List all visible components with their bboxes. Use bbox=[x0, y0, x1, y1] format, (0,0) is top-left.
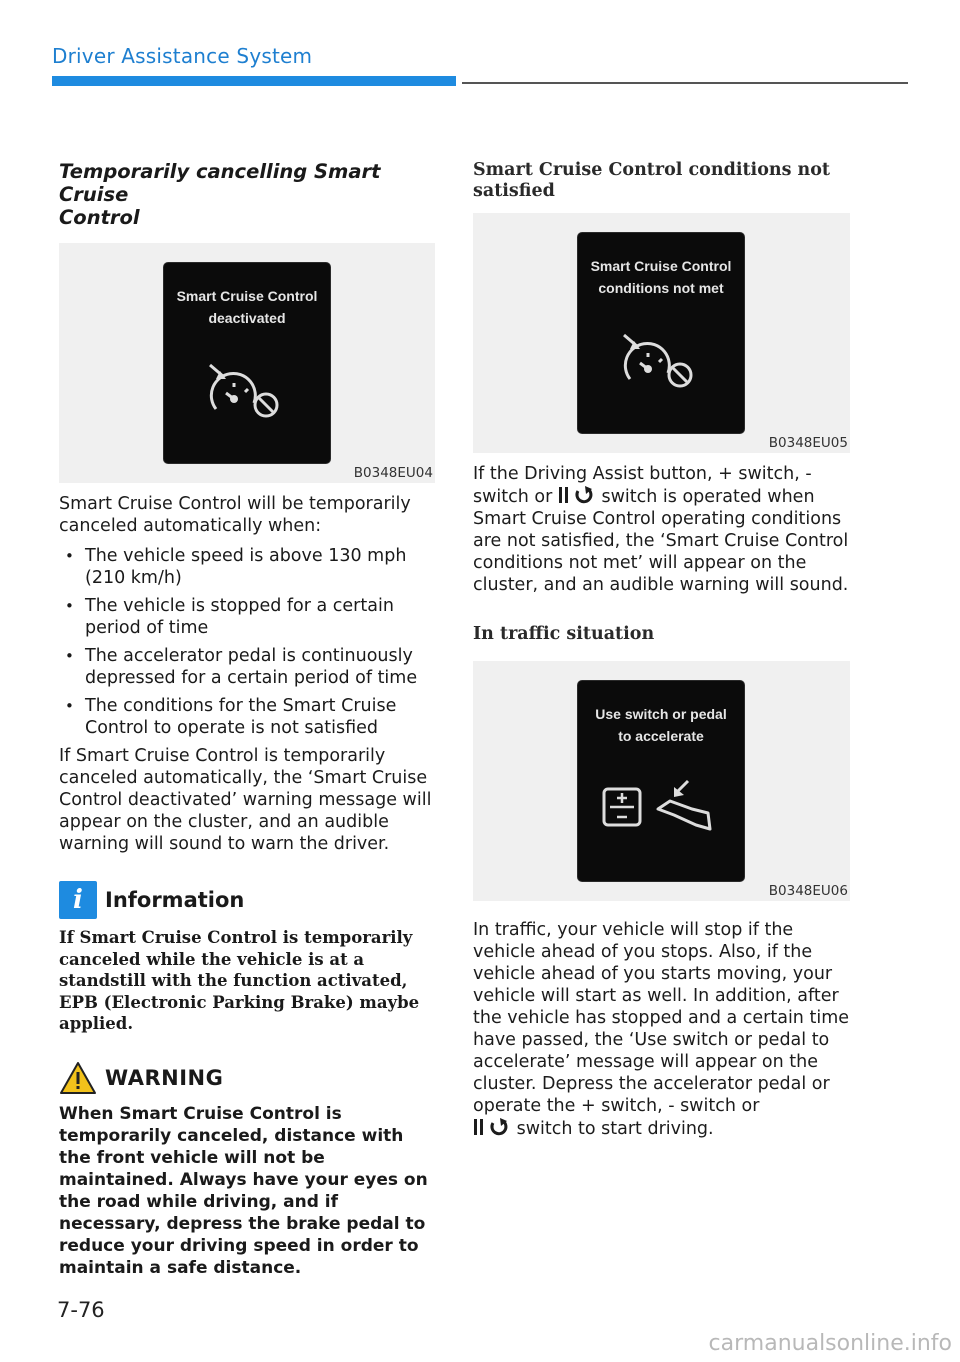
subheading: In traffic situation bbox=[473, 624, 655, 644]
deactivated-paragraph: If Smart Cruise Control is temporarily canceled automatically, the ‘Smart Cruise Control deactivated’ warning message will appear on the cluster, and an audible warning will sound to warn the driver. bbox=[59, 746, 432, 854]
right-column bbox=[473, 160, 850, 1140]
traffic-paragraph: In traffic, your vehicle will stop if the vehicle ahead of you stops. Also, if the vehicle ahead of you starts moving, your vehicle will start as well. In addition, after the vehicle has stopped and a certain time have passed, the ‘Use switch or pedal to accelerate’ message will appear on the cluster. Depress the accelerator pedal or operate the + switch, - switch or switch to start driving. bbox=[473, 920, 850, 1139]
header-bar-divider bbox=[462, 82, 908, 84]
figure-deactivated bbox=[59, 243, 435, 483]
header-bar-accent bbox=[52, 76, 456, 86]
cluster-message: Smart Cruise Control deactivated bbox=[176, 288, 318, 326]
cruise-gauge-icon bbox=[202, 359, 292, 423]
figure-code: B0348EU05 bbox=[768, 435, 848, 451]
warning-box bbox=[59, 1061, 435, 1279]
cruise-gauge-icon bbox=[616, 329, 706, 393]
list-item: • The accelerator pedal is continuously depressed for a certain period of time bbox=[59, 645, 435, 689]
figure-conditions-not-met bbox=[473, 213, 850, 453]
pause-resume-symbol-icon bbox=[558, 485, 596, 505]
list-item: • The vehicle speed is above 130 mph (210 km/h) bbox=[59, 545, 435, 589]
watermark-link[interactable]: carmanualsonline.info bbox=[708, 1331, 952, 1356]
intro-text: Smart Cruise Control will be temporarily canceled automatically when: bbox=[59, 494, 411, 536]
list-item: • The conditions for the Smart Cruise Control to operate is not satisfied bbox=[59, 695, 435, 739]
figure-use-switch-or-pedal bbox=[473, 661, 850, 901]
info-icon: i bbox=[59, 881, 97, 919]
information-title: Information bbox=[105, 888, 245, 912]
information-box bbox=[59, 881, 435, 1035]
cluster-screen bbox=[578, 233, 744, 433]
figure-code: B0348EU06 bbox=[768, 883, 848, 899]
condition-list bbox=[59, 545, 435, 739]
warning-body: When Smart Cruise Control is temporarily canceled, distance with the front vehicle will not be maintained. Always have your eyes on the road while driving, and if necessary, depress the brake pedal to reduce your driving speed in order to maintain a safe distance. bbox=[59, 1103, 428, 1278]
warning-triangle-icon bbox=[59, 1061, 97, 1095]
figure-code: B0348EU04 bbox=[353, 465, 433, 481]
header-title: Driver Assistance System bbox=[52, 44, 313, 68]
page-number: 7-76 bbox=[57, 1298, 105, 1322]
information-body: If Smart Cruise Control is temporarily canceled while the vehicle is at a standstill with the function activated, EPB (Electronic Parking Brake) maybe applied. bbox=[59, 928, 420, 1033]
cluster-message: Smart Cruise Control conditions not met bbox=[590, 258, 732, 296]
section-heading: Temporarily cancelling Smart Cruise Control bbox=[59, 160, 381, 229]
cluster-message: Use switch or pedal to accelerate bbox=[595, 706, 727, 744]
cluster-screen bbox=[164, 263, 330, 463]
cluster-screen bbox=[578, 681, 744, 881]
warning-title: WARNING bbox=[105, 1065, 224, 1090]
list-item: • The vehicle is stopped for a certain period of time bbox=[59, 595, 435, 639]
pause-resume-symbol-icon bbox=[473, 1117, 511, 1137]
switch-pedal-icon bbox=[596, 779, 726, 835]
section-heading: Smart Cruise Control conditions not satisfied bbox=[473, 160, 831, 201]
conditions-paragraph: If the Driving Assist button, + switch, - switch or switch is operated when Smart Cruise Control operating conditions are not satisfied, the ‘Smart Cruise Control conditions not met’ will appear on the cluster, and an audible warning will sound. bbox=[473, 464, 849, 595]
left-column bbox=[59, 160, 435, 1279]
